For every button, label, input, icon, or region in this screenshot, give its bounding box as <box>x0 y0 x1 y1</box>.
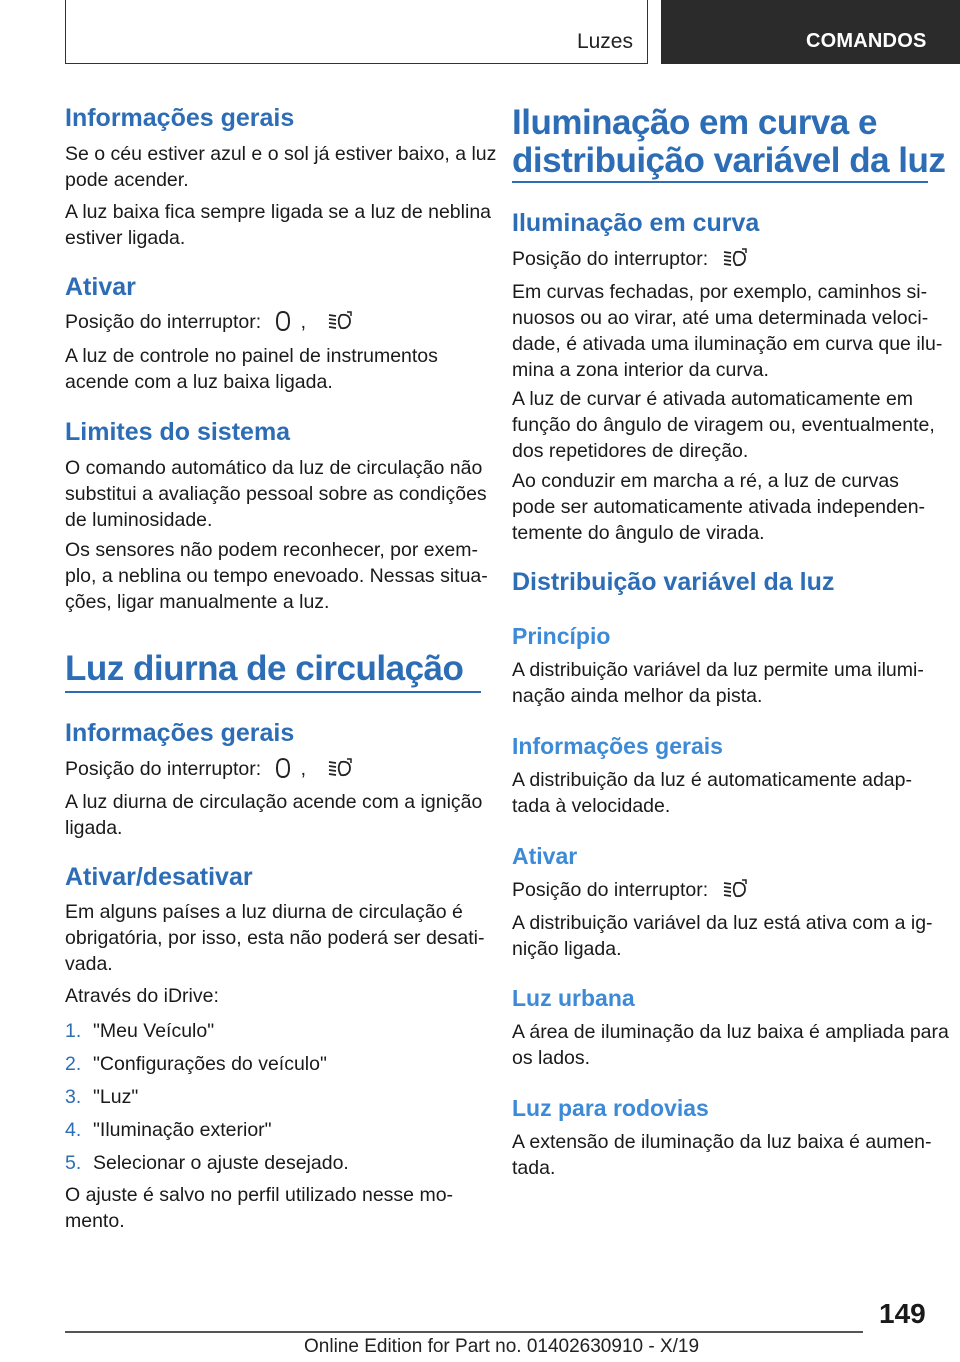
paragraph-info-1: Se o céu estiver azul e o sol já estiver baixo, a luz pode acender. <box>65 143 497 191</box>
paragraph-ativar: A luz de controle no painel de instrumentos acende com a luz baixa ligada. <box>65 345 438 393</box>
switch-position-line-3: Posição do interruptor: <box>512 246 748 272</box>
list-item: 4. "Iluminação exterior" <box>65 1119 272 1141</box>
header-chapter-tab <box>661 0 960 64</box>
switch-position-line-4: Posição do interruptor: <box>512 877 748 903</box>
paragraph-info-right: A distribuição da luz é automaticamente adap- tada à velocidade. <box>512 769 912 817</box>
heading-informacoes-gerais-3: Informações gerais <box>512 733 723 759</box>
heading-iluminacao-em-curva: Iluminação em curva <box>512 209 760 237</box>
switch-position-line-2: Posição do interruptor: , <box>65 756 353 782</box>
heading-limites-do-sistema: Limites do sistema <box>65 418 291 446</box>
paragraph-principio: A distribuição variável da luz permite uma ilumi- nação ainda melhor da pista. <box>512 659 924 707</box>
heading-luz-urbana: Luz urbana <box>512 985 635 1011</box>
heading-ativar-right: Ativar <box>512 843 578 869</box>
list-item: 2. "Configurações do veículo" <box>65 1053 327 1075</box>
heading-distribuicao-variavel: Distribuição variável da luz <box>512 568 835 596</box>
paragraph-idrive: Através do iDrive: <box>65 985 219 1007</box>
paragraph-curva-3: Ao conduzir em marcha a ré, a luz de curvas pode ser automaticamente ativada independen- temente do ângulo de virada. <box>512 470 926 544</box>
low-beam-headlight-icon <box>327 757 353 779</box>
heading-ativar: Ativar <box>65 273 136 301</box>
heading-luz-diurna: Luz diurna de circulação <box>65 649 464 688</box>
page-number: 149 <box>879 1298 926 1329</box>
auto-light-switch-icon <box>275 757 291 779</box>
header-frame <box>65 0 648 64</box>
paragraph-limites-1: O comando automático da luz de circulação não substitui a avaliação pessoal sobre as condições de luminosidade. <box>65 457 487 531</box>
section-rule <box>65 691 481 693</box>
heading-informacoes-gerais-2: Informações gerais <box>65 719 295 747</box>
section-rule <box>512 181 928 183</box>
heading-iluminacao-curva-distribuicao: Iluminação em curva e distribuição variável da luz <box>512 103 946 180</box>
paragraph-limites-2: Os sensores não podem reconhecer, por exem- plo, a neblina ou tempo enevoado. Nessas situa- ções, ligar manualmente a luz. <box>65 539 488 613</box>
paragraph-rodovias: A extensão de iluminação da luz baixa é aumen- tada. <box>512 1131 932 1179</box>
paragraph-urbana: A área de iluminação da luz baixa é ampliada para os lados. <box>512 1021 949 1069</box>
footer-edition: Online Edition for Part no. 01402630910 - X/19 <box>304 1336 700 1357</box>
switch-position-line: Posição do interruptor: , <box>65 309 353 335</box>
paragraph-curva-2: A luz de curvar é ativada automaticamente em função do ângulo de viragem ou, eventualmente, dos repetidores de direção. <box>512 388 935 462</box>
heading-ativar-desativar: Ativar/desativar <box>65 863 253 891</box>
list-item: 1. "Meu Veículo" <box>65 1020 215 1042</box>
auto-light-switch-icon <box>275 310 291 332</box>
low-beam-headlight-icon <box>327 310 353 332</box>
list-item: 3. "Luz" <box>65 1086 139 1108</box>
list-item: 5. Selecionar o ajuste desejado. <box>65 1152 349 1174</box>
paragraph-ativar-right: A distribuição variável da luz está ativa com a ig- nição ligada. <box>512 912 933 960</box>
header-chapter-label: COMANDOS <box>806 30 927 52</box>
footer-rule <box>65 1331 863 1333</box>
paragraph-curva-1: Em curvas fechadas, por exemplo, caminhos si- nuosos ou ao virar, até uma determinada veloci- dade, é ativada uma iluminação em curva que ilu- mina a zona interior da curva. <box>512 281 943 381</box>
paragraph-info-3: A luz diurna de circulação acende com a ignição ligada. <box>65 791 483 839</box>
heading-luz-rodovias: Luz para rodovias <box>512 1095 709 1121</box>
low-beam-headlight-icon <box>722 247 748 269</box>
heading-informacoes-gerais: Informações gerais <box>65 104 295 132</box>
header-section-title: Luzes <box>576 30 633 53</box>
paragraph-desativar: Em alguns países a luz diurna de circulação é obrigatória, por isso, esta não poderá ser desati- vada. <box>65 901 485 975</box>
heading-principio: Princípio <box>512 623 611 649</box>
paragraph-salvo: O ajuste é salvo no perfil utilizado nesse mo- mento. <box>65 1184 454 1232</box>
paragraph-info-2: A luz baixa fica sempre ligada se a luz de neblina estiver ligada. <box>65 201 492 249</box>
low-beam-headlight-icon <box>722 878 748 900</box>
